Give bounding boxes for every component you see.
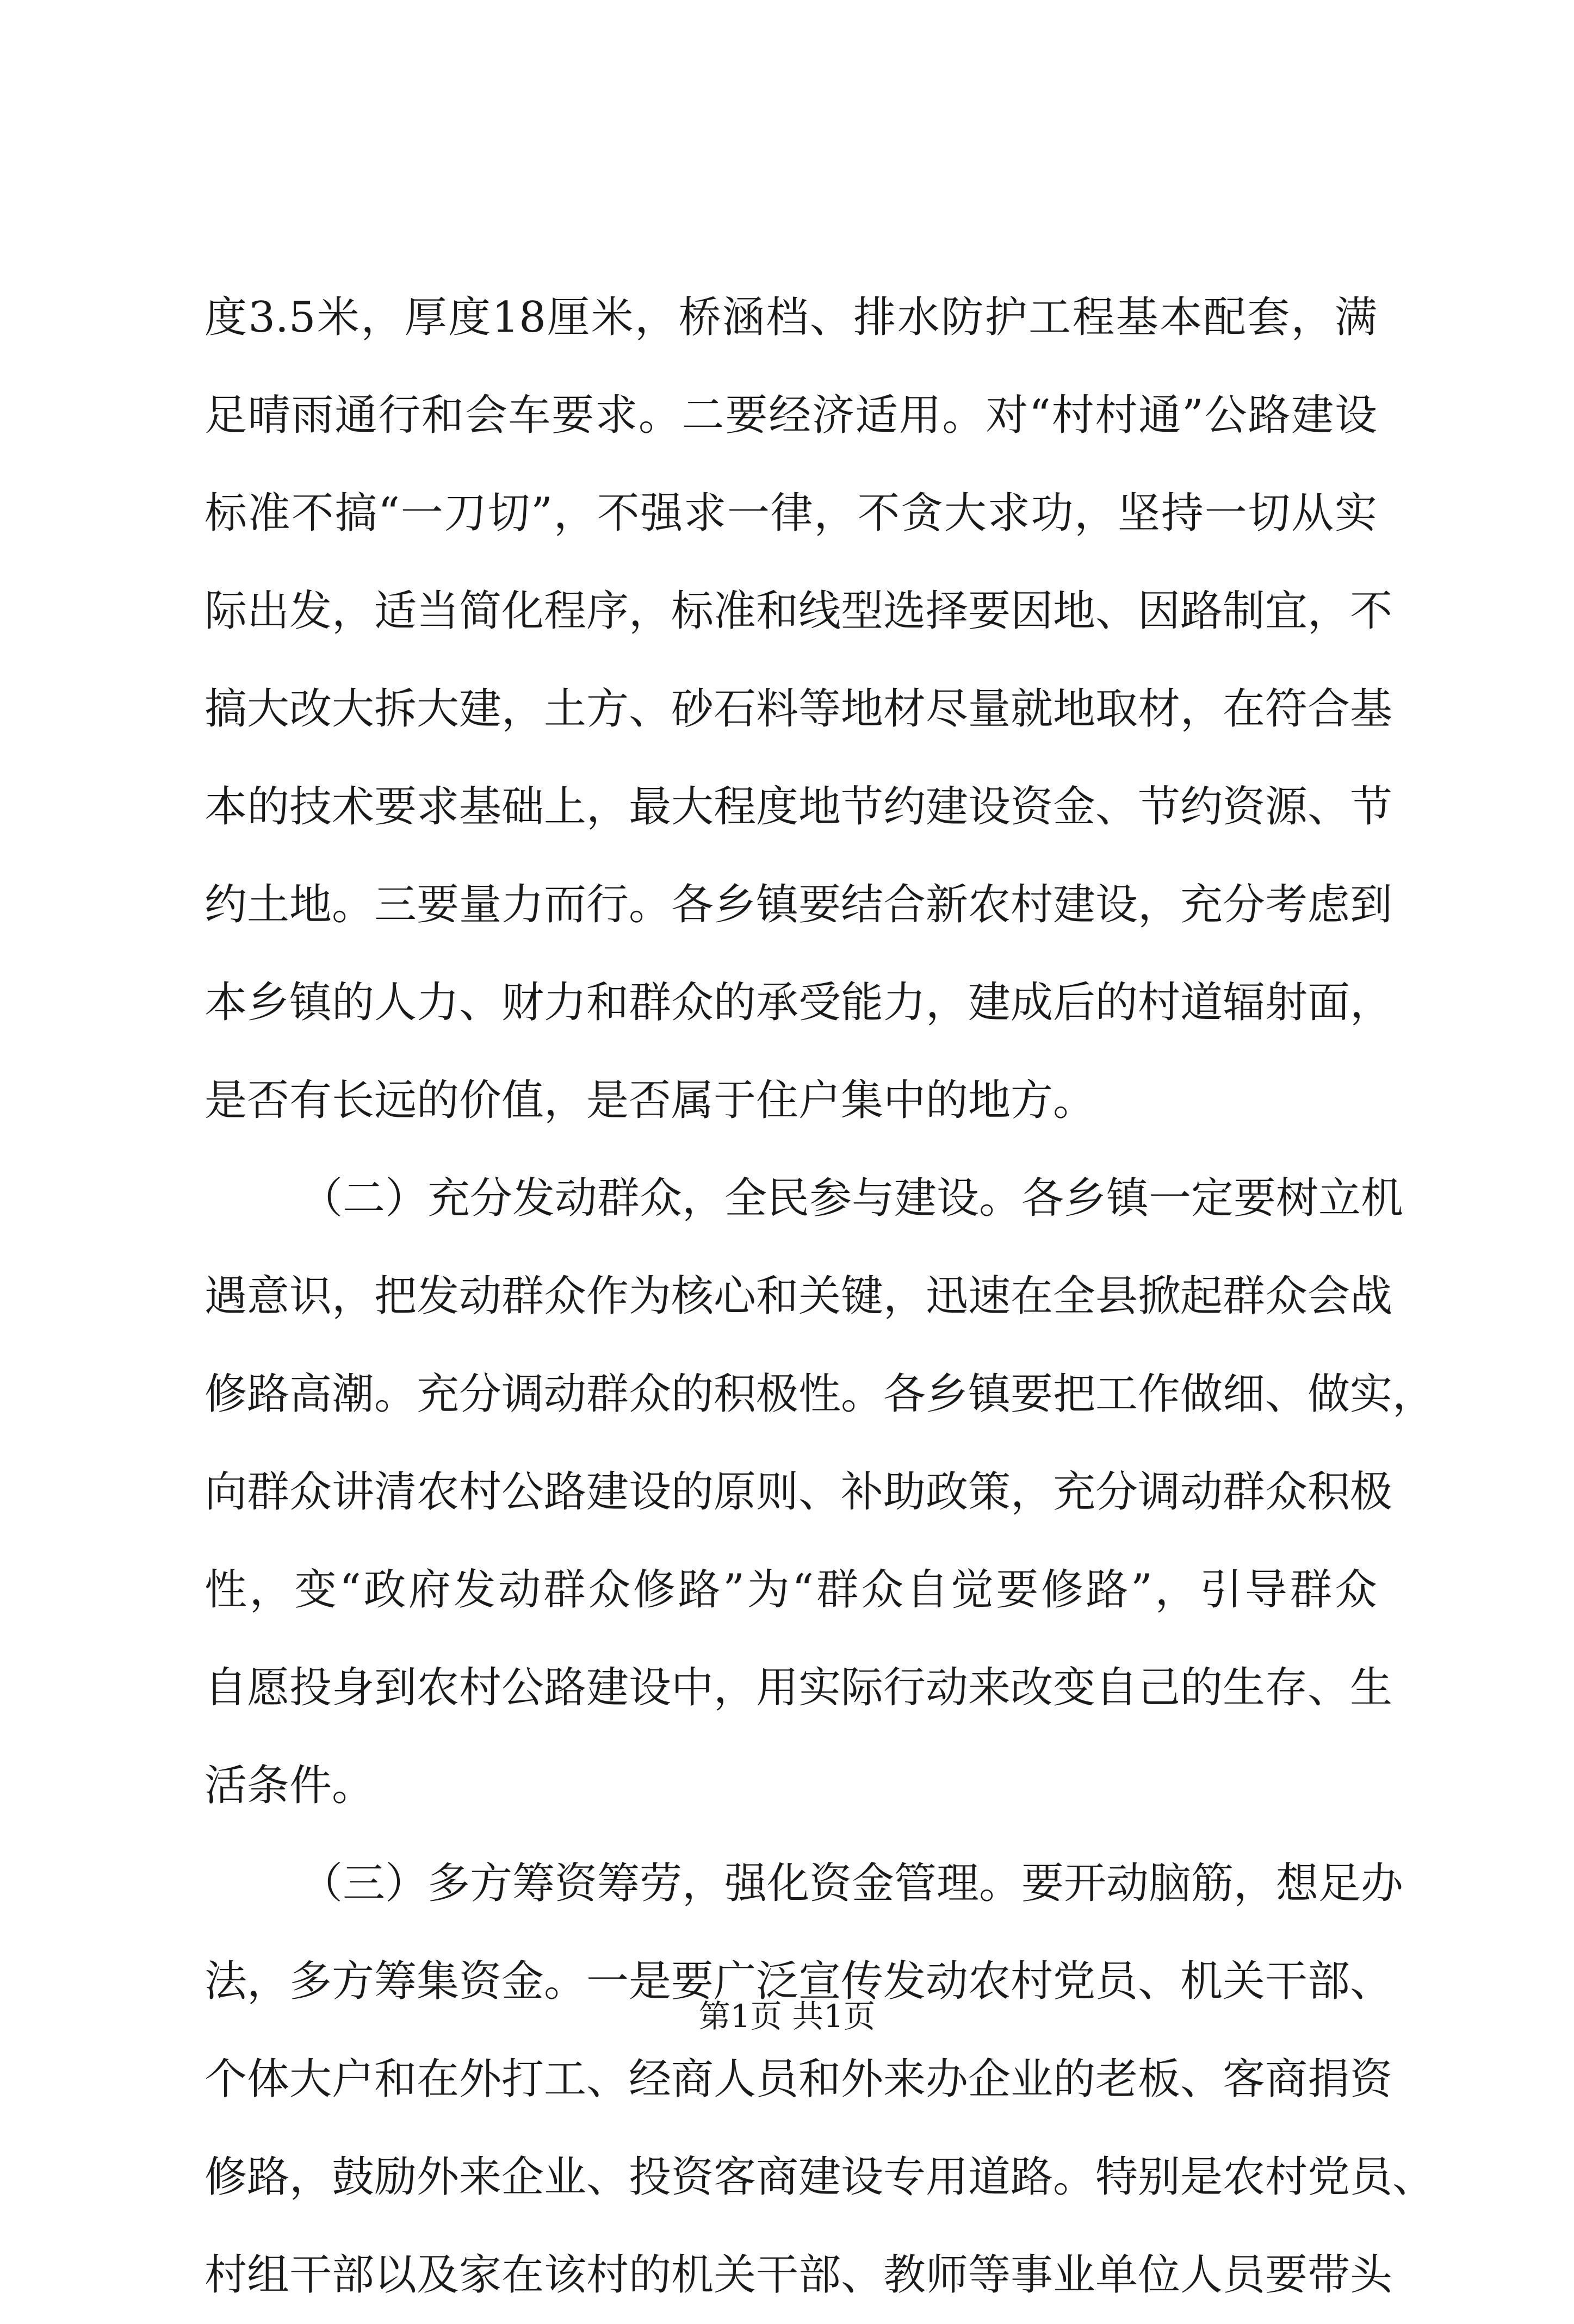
text-line: 性，变“政府发动群众修路”为“群众自觉要修路”，引导群众 <box>205 1565 1377 1614</box>
text-line: 自愿投身到农村公路建设中，用实际行动来改变自己的生存、生 <box>205 1663 1393 1712</box>
text-line: 向群众讲清农村公路建设的原则、补助政策，充分调动群众积极 <box>205 1468 1393 1517</box>
paragraph-start-line: （二）充分发动群众，全民参与建设。各乡镇一定要树立机 <box>300 1174 1404 1223</box>
text-line: 活条件。 <box>205 1761 375 1810</box>
text-line: 法，多方筹集资金。一是要广泛宣传发动农村党员、机关干部、 <box>205 1957 1393 2006</box>
text-line: 搞大改大拆大建，土方、砂石料等地材尽量就地取材，在符合基 <box>205 685 1393 734</box>
paragraph-start-line: （三）多方筹资筹劳，强化资金管理。要开动脑筋，想足办 <box>300 1859 1404 1908</box>
text-line: 修路高潮。充分调动群众的积极性。各乡镇要把工作做细、做实， <box>205 1370 1435 1419</box>
text-line: 约土地。三要量力而行。各乡镇要结合新农村建设，充分考虑到 <box>205 880 1393 929</box>
text-line: 是否有长远的价值，是否属于住户集中的地方。 <box>205 1076 1096 1125</box>
text-line: 标准不搞“一刀切”，不强求一律，不贪大求功，坚持一切从实 <box>205 489 1377 538</box>
text-line: 村组干部以及家在该村的机关干部、教师等事业单位人员要带头 <box>205 2251 1393 2300</box>
text-line: 度3.5米，厚度18厘米，桥涵档、排水防护工程基本配套，满 <box>205 293 1377 342</box>
text-line: 个体大户和在外打工、经商人员和外来办企业的老板、客商捐资 <box>205 2055 1393 2104</box>
text-line: 足晴雨通行和会车要求。二要经济适用。对“村村通”公路建设 <box>205 391 1377 440</box>
text-line: 本的技术要求基础上，最大程度地节约建设资金、节约资源、节 <box>205 782 1393 831</box>
text-line: 际出发，适当简化程序，标准和线型选择要因地、因路制宜，不 <box>205 587 1393 636</box>
text-line: 修路，鼓励外来企业、投资客商建设专用道路。特别是农村党员、 <box>205 2153 1435 2202</box>
text-line: 本乡镇的人力、财力和群众的承受能力，建成后的村道辐射面， <box>205 978 1393 1027</box>
page-number-footer: 第1页 共1页 <box>698 1998 876 2035</box>
text-line: 遇意识，把发动群众作为核心和关键，迅速在全县掀起群众会战 <box>205 1272 1393 1321</box>
